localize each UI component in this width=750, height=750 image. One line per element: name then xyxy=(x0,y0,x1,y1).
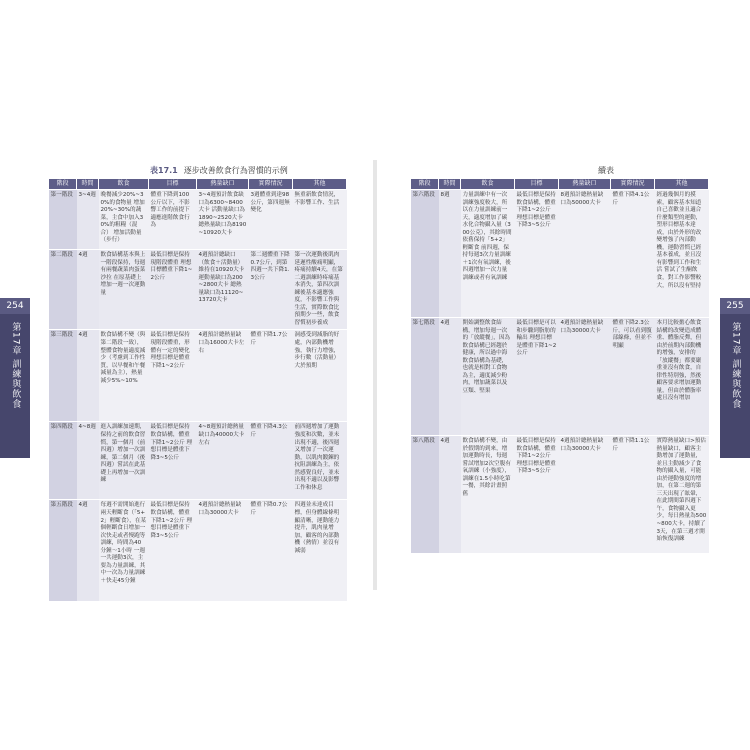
other-cell: 洞感受到減脂的好處，內部動機增強，執行力增強，步行數（活動量）大於預期 xyxy=(293,330,347,422)
actual-cell: 3週體重到達98公斤，第四週無變化 xyxy=(249,190,293,250)
page-number: 255 xyxy=(720,298,750,314)
table-number: 表17.1 xyxy=(150,166,178,175)
header-other: 其他 xyxy=(655,179,709,190)
table-row xyxy=(49,330,347,422)
stage-cell: 第七階段 xyxy=(411,318,439,436)
deficit-cell: 4週預計總熱量缺口為30000大卡 xyxy=(197,500,249,602)
other-cell: 實際熱量缺口>預估熱量缺口，顧客主動增加了運動量，並且主動減少了食物的攝入量，可能由於運動強度的增加，在第二週的第三天出現了眩暈，在此期間第四週下午，食物攝入更少，每日熱量為500~800大卡，持續了3天，在第三週才開始恢復訓練 xyxy=(655,436,709,554)
time-cell: 4週 xyxy=(77,330,99,422)
header-actual: 實際情況 xyxy=(611,179,655,190)
goal-cell: 最低目標是保持現階段體重，形體有一定的變化 理想目標是體重下降1~2公斤 xyxy=(149,330,197,422)
other-cell: 前四週增加了運動強度和次數，並未出現不適，後四週又增加了一次運動，以肌肉鍛鍊的抗阻訓練為主，依然感覺良好，並未出現不適以及影響工作和休息 xyxy=(293,422,347,500)
stage-cell: 第六階段 xyxy=(411,190,439,318)
left-table xyxy=(48,178,347,602)
chapter-tab-right xyxy=(720,298,750,458)
goal-cell: 最低目標是保持飲食結構，體重下降1~2公斤 理想目標是體重下降3~5公斤 xyxy=(515,190,559,318)
time-cell: 4週 xyxy=(77,250,99,330)
header-time: 時間 xyxy=(439,179,461,190)
deficit-cell: 4週預計總熱量缺口為30000大卡 xyxy=(559,436,611,554)
chapter-label: 第17章 訓練與飲食 xyxy=(730,322,741,410)
table-row xyxy=(411,318,709,436)
diet-cell: 每週不需開始進行兩天輕斷食（「5+2」輕斷食），在某個輕斷食日增加一次快走或者慢跑等訓練，時間為40分鐘～1小時 一週一共運動3次，主要為力量訓練，其中一次為力量訓練＋快走45分鐘 xyxy=(99,500,149,602)
other-cell: 第一次運動後肌肉延遲性酸痛明顯，疼痛持續4天，在第二週訓練時疼痛基本消失，第四次訓練後基本適應強度，不影響工作與生活，實際飲食比預期少一些，飲食習慣初步養成 xyxy=(293,250,347,330)
table-row xyxy=(49,250,347,330)
deficit-cell: 8週預計總熱量缺口為50000大卡 xyxy=(559,190,611,318)
actual-cell: 體重下降1.1公斤 xyxy=(611,436,655,554)
table-header-row xyxy=(411,179,709,190)
time-cell: 4~8週 xyxy=(77,422,99,500)
stage-cell: 第三階段 xyxy=(49,330,77,422)
header-diet: 飲食 xyxy=(461,179,515,190)
actual-cell: 體重下降1.7公斤 xyxy=(249,330,293,422)
stage-cell: 第八階段 xyxy=(411,436,439,554)
time-cell: 3~4週 xyxy=(77,190,99,250)
diet-cell: 飲食結構不變（與第二階段一致），整體食物量適度減少（考慮到工作性質，以早餐和午餐減量為主），熱量減少5%~10% xyxy=(99,330,149,422)
continued-label: 續表 xyxy=(598,166,614,175)
other-cell: 本月比較擔心飲食結構的改變造成體重、體脂反彈，但由於前期內部動機的增強，安排的「放縱餐」都要嚴重並沒有飲食，自律性特別強，然後顧客要求增加運動量，但由於體脂率處且沒有增加 xyxy=(655,318,709,436)
diet-cell: 晚餐減少20%~30%的食物量 增加20%~30%的蔬菜，主食中加入30%的粗糧（混合） 增加活動量（步行） xyxy=(99,190,149,250)
actual-cell: 體重下降0.7公斤 xyxy=(249,500,293,602)
header-goal: 目標 xyxy=(515,179,559,190)
actual-cell: 第二週體重下降0.7公斤，到第四週一共下降1.3公斤 xyxy=(249,250,293,330)
diet-cell: 開始調整飲食結構，增加每週一次的「放縱餐」，因為飲食結構已經趨於健康，所以過中海飲食結構為基礎，也就是相對工食物為主，適度減少粉肉，增加蔬菜以及豆類、堅果 xyxy=(461,318,515,436)
header-time: 時間 xyxy=(77,179,99,190)
table-row xyxy=(49,190,347,250)
deficit-cell: 4週預計總缺口（飲食＋活動量）維持在10920大卡 運動量缺口為200~2800大卡 總熱量缺口為11120~13720大卡 xyxy=(197,250,249,330)
diet-cell: 進入訓練加速期，保持之前的飲食習慣，第一個月（前四週）增加一次訓練，第二個月（後四週）嘗試在此基礎上再增加一次訓練 xyxy=(99,422,149,500)
deficit-cell: 3~4週預計飲食缺口為6300~8400大卡 活動量缺口為1890~2520大卡 總熱量缺口為8190~10920大卡 xyxy=(197,190,249,250)
stage-cell: 第五階段 xyxy=(49,500,77,602)
page-number: 254 xyxy=(0,298,30,314)
deficit-cell: 4~8週預計總熱量缺口為40000大卡左右 xyxy=(197,422,249,500)
header-actual: 實際情況 xyxy=(249,179,293,190)
header-stage: 階段 xyxy=(49,179,77,190)
header-stage: 階段 xyxy=(411,179,439,190)
table-header-row xyxy=(49,179,347,190)
other-cell: 經過幾個月的摸索，顧客基本知道自己喜歡並且適合什麼類型的運動，塑形目標基本達成，由於外形的改變增強了內部動機，運動習慣已經基本養成，並且沒有影響到工作和生活 嘗試了生酮飲食，對工作影響較大，所以沒有堅持 xyxy=(655,190,709,318)
actual-cell: 體重下降2.3公斤，可以看到腹部線條，但並不明顯 xyxy=(611,318,655,436)
header-other: 其他 xyxy=(293,179,347,190)
goal-cell: 最低目標是保持現階段體重 理想目標體重下降1~2公斤 xyxy=(149,250,197,330)
time-cell: 4週 xyxy=(439,436,461,554)
stage-cell: 第四階段 xyxy=(49,422,77,500)
goal-cell: 最低目標是保持飲食結構，體重下降1~2公斤 理想目標是體重下降3~5公斤 xyxy=(515,436,559,554)
diet-cell: 飲食結構基本與上一階段保持，每週有兩餐蔬菜肉蛋菜沙拉 在原基礎上增加一週一次運動量 xyxy=(99,250,149,330)
time-cell: 8週 xyxy=(439,190,461,318)
chapter-tab-left xyxy=(0,298,30,458)
table-row xyxy=(49,422,347,500)
diet-cell: 飲食結構不變，由於假期的到來，增加運動時長，每週嘗試增加2次空腹有氧訓練（小強度），訓練在1.5小時吃第一餐，其餘計畫照舊 xyxy=(461,436,515,554)
table-row xyxy=(411,436,709,554)
header-goal: 目標 xyxy=(149,179,197,190)
other-cell: 無重新飲食情況，不影響工作、生活 xyxy=(293,190,347,250)
diet-cell: 力量訓練中有一次訓練強度較大，所以在力量訓練前一天，適度增加了碳水化合物攝入量（300公克），其餘時間依舊保持「5+2」輕斷食 前四週，保持每週3次力量訓練＋1次有氧訓練，後四週增加一次力量訓練或者有氧訓練 xyxy=(461,190,515,318)
goal-cell: 最低目標是可以和步驟到脂肪的輸出 理想目標是體重下降1~2公斤 xyxy=(515,318,559,436)
table-row xyxy=(411,190,709,318)
stage-cell: 第二階段 xyxy=(49,250,77,330)
deficit-cell: 4週預計總熱量缺口為16000大卡左右 xyxy=(197,330,249,422)
actual-cell: 體重下降4.1公斤 xyxy=(611,190,655,318)
table-title: 逐步改善飲食行為習慣的示例 xyxy=(183,166,288,175)
time-cell: 4週 xyxy=(77,500,99,602)
right-table xyxy=(410,178,709,554)
book-gutter xyxy=(373,160,377,590)
actual-cell: 體重下降4.3公斤 xyxy=(249,422,293,500)
other-cell: 四週並未達成目標，但身體線條明顯清晰，運動能力提升，肌肉量增加，顧客的內部動機（熱情）並沒有減弱 xyxy=(293,500,347,602)
header-deficit: 熱量缺口 xyxy=(559,179,611,190)
chapter-label: 第17章 訓練與飲食 xyxy=(10,322,21,410)
goal-cell: 最低目標是保持飲食結構，體重下降1~2公斤 理想目標是體重下降3~5公斤 xyxy=(149,422,197,500)
goal-cell: 最低目標是保持飲食結構，體重下降1~2公斤 理想目標是體重下降3~5公斤 xyxy=(149,500,197,602)
deficit-cell: 4週預計總熱量缺口為30000大卡 xyxy=(559,318,611,436)
table-caption xyxy=(150,165,288,176)
goal-cell: 體重下降到100公斤以下，不影響工作的前提下適應進階飲食行為 xyxy=(149,190,197,250)
header-deficit: 熱量缺口 xyxy=(197,179,249,190)
stage-cell: 第一階段 xyxy=(49,190,77,250)
time-cell: 4週 xyxy=(439,318,461,436)
table-row xyxy=(49,500,347,602)
header-diet: 飲食 xyxy=(99,179,149,190)
